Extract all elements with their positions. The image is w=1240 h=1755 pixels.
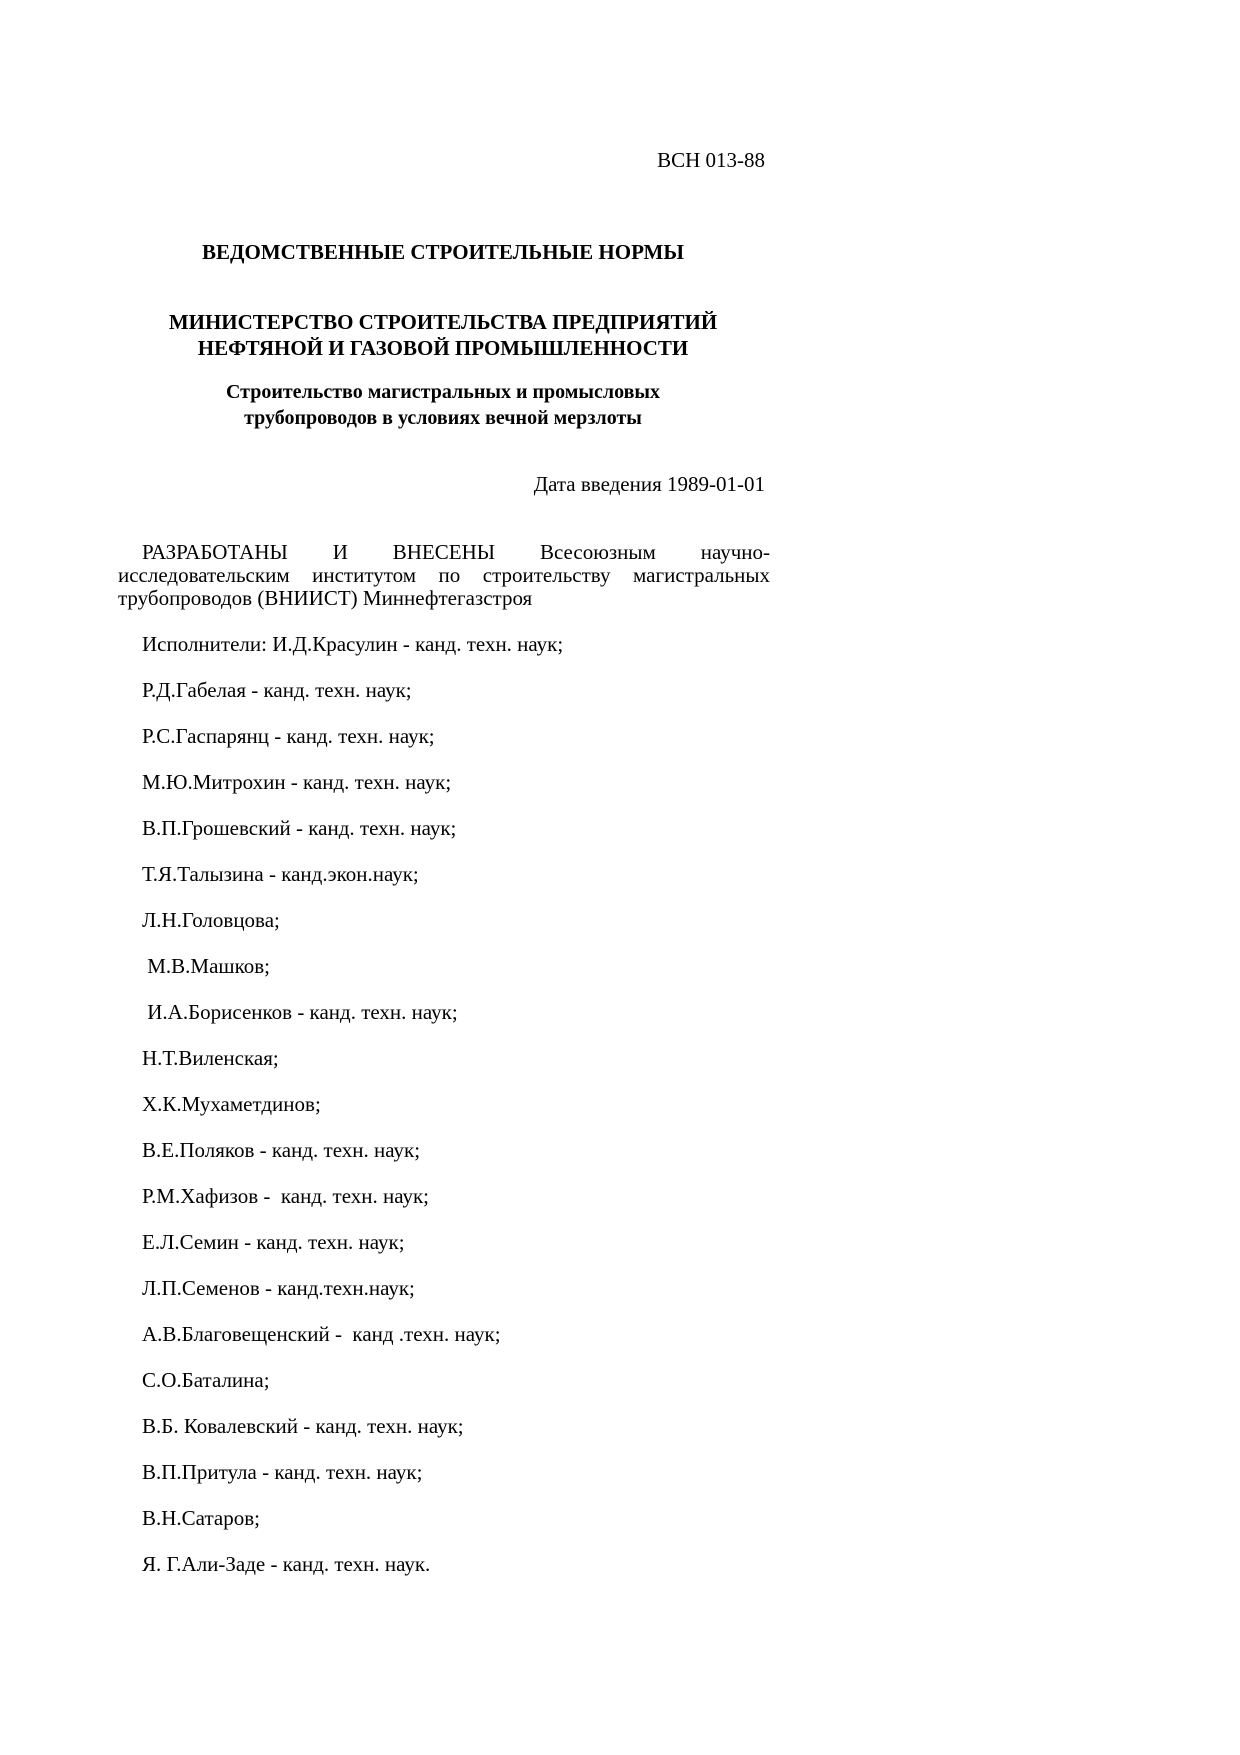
author-item: Н.Т.Виленская; [142, 1046, 279, 1070]
author-item: В.Н.Сатаров; [142, 1506, 260, 1530]
author-item: Л.П.Семенов - канд.техн.наук; [142, 1276, 415, 1300]
document-title-line-1: Строительство магистральных и промысловых [225, 381, 661, 403]
author-item: В.Б. Ковалевский - канд. техн. наук; [142, 1414, 464, 1438]
norms-heading [118, 239, 768, 265]
author-item: В.П.Грошевский - канд. техн. наук; [142, 816, 457, 840]
author-item: В.П.Притула - канд. техн. наук; [142, 1460, 423, 1484]
document-title [118, 379, 768, 431]
author-item: Х.К.Мухаметдинов; [142, 1092, 321, 1116]
author-item: А.В.Благовещенский - канд .техн. наук; [142, 1322, 501, 1346]
ministry-heading-line-1: МИНИСТЕРСТВО СТРОИТЕЛЬСТВА ПРЕДПРИЯТИЙ [168, 310, 718, 334]
author-item: М.Ю.Митрохин - канд. техн. наук; [142, 770, 452, 794]
author-item: Р.Д.Габелая - канд. техн. наук; [142, 678, 412, 702]
ministry-heading-line-2: НЕФТЯНОЙ И ГАЗОВОЙ ПРОМЫШЛЕННОСТИ [197, 336, 689, 360]
author-item: В.Е.Поляков - канд. техн. наук; [142, 1138, 421, 1162]
author-item: И.А.Борисенков - канд. техн. наук; [142, 1000, 458, 1024]
ministry-heading [118, 309, 768, 361]
norms-heading-text: ВЕДОМСТВЕННЫЕ СТРОИТЕЛЬНЫЕ НОРМЫ [202, 240, 684, 264]
author-item: Л.Н.Головцова; [142, 908, 280, 932]
authors-list [142, 632, 563, 1598]
author-item: Р.С.Гаспарянц - канд. техн. наук; [142, 724, 435, 748]
introduction-date: Дата введения 1989-01-01 [533, 472, 765, 496]
author-item: Т.Я.Талызина - канд.экон.наук; [142, 862, 419, 886]
author-item: Р.М.Хафизов - канд. техн. наук; [142, 1184, 430, 1208]
document-title-line-2: трубопроводов в условиях вечной мерзлоты [244, 407, 642, 429]
document-code: ВСН 013-88 [657, 148, 765, 172]
author-item: Е.Л.Семин - канд. техн. наук; [142, 1230, 405, 1254]
author-item: М.В.Машков; [142, 954, 270, 978]
developed-by-paragraph: РАЗРАБОТАНЫ И ВНЕСЕНЫ Всесоюзным научно-исследовательским институтом по строительству магистральных трубопроводов (ВНИИСТ) Миннефтегазстроя [118, 540, 770, 610]
author-item: Исполнители: И.Д.Красулин - канд. техн. наук; [142, 632, 564, 656]
author-item: С.О.Баталина; [142, 1368, 270, 1392]
author-item: Я. Г.Али-Заде - канд. техн. наук. [142, 1552, 431, 1576]
